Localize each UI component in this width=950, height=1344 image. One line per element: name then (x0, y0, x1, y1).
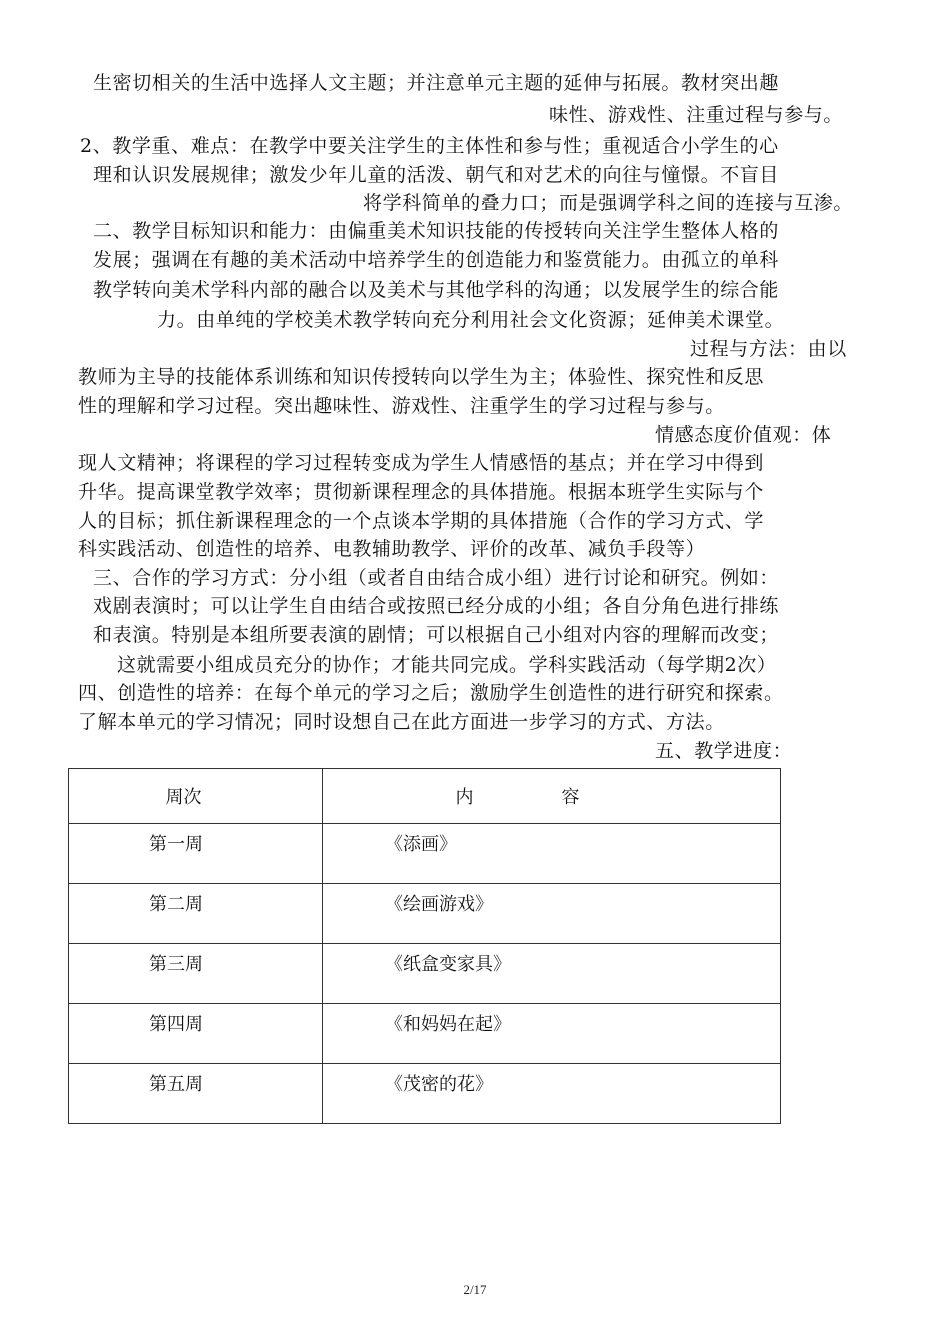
text-line: 味性、游戏性、注重过程与参与。 (549, 104, 844, 126)
week-cell: 第五周 (69, 1064, 323, 1124)
text-line: 性的理解和学习过程。突出趣味性、游戏性、注重学生的学习过程与参与。 (78, 395, 725, 417)
content-cell: 《添画》 (323, 824, 781, 884)
text-line: 生密切相关的生活中选择人文主题；并注意单元主题的延伸与拓展。教材突出趣 (93, 72, 780, 94)
text-line: 升华。提高课堂教学效率；贯彻新课程理念的具体措施。根据本班学生实际与个 (78, 481, 765, 503)
week-cell: 第一周 (69, 824, 323, 884)
content-cell: 《绘画游戏》 (323, 884, 781, 944)
week-cell: 第三周 (69, 944, 323, 1004)
text-line: 力。由单纯的学校美术教学转向充分利用社会文化资源；延伸美术课堂。 (157, 309, 785, 331)
table-row (69, 824, 781, 884)
text-line: 教师为主导的技能体系训练和知识传授转向以学生为主；体验性、探究性和反思 (78, 366, 765, 388)
text-line: 过程与方法：由以 (690, 338, 847, 360)
header-week: 周次 (69, 769, 323, 824)
table-row (69, 1004, 781, 1064)
text-line: 2、教学重、难点：在教学中要关注学生的主体性和参与性；重视适合小学生的心 (80, 135, 779, 157)
text-line: 三、合作的学习方式：分小组（或者自由结合成小组）进行讨论和研究。例如： (93, 567, 780, 589)
page-number: 2/17 (463, 1282, 487, 1297)
text-line: 情感态度价值观：体 (655, 424, 832, 446)
text-line: 了解本单元的学习情况；同时设想自己在此方面进一步学习的方式、方法。 (78, 711, 725, 733)
text-line: 教学转向美术学科内部的融合以及美术与其他学科的沟通；以发展学生的综合能 (93, 279, 780, 301)
table-row (69, 884, 781, 944)
header-content: 内容 (323, 769, 781, 824)
text-line: 和表演。特别是本组所要表演的剧情；可以根据自己小组对内容的理解而改变； (93, 624, 780, 646)
text-line: 二、教学目标知识和能力：由偏重美术知识技能的传授转向关注学生整体人格的 (93, 220, 780, 242)
text-line: 这就需要小组成员充分的协作；才能共同完成。学科实践活动（每学期2次） (117, 654, 777, 676)
text-line: 人的目标；抓住新课程理念的一个点谈本学期的具体措施（合作的学习方式、学 (78, 510, 765, 532)
week-cell: 第二周 (69, 884, 323, 944)
text-line: 戏剧表演时；可以让学生自由结合或按照已经分成的小组；各自分角色进行排练 (93, 595, 780, 617)
content-cell: 《和妈妈在起》 (323, 1004, 781, 1064)
schedule-table (68, 768, 781, 1124)
table-row (69, 1064, 781, 1124)
content-cell: 《纸盒变家具》 (323, 944, 781, 1004)
text-line: 四、创造性的培养：在每个单元的学习之后；激励学生创造性的进行研究和探索。 (78, 682, 784, 704)
content-cell: 《茂密的花》 (323, 1064, 781, 1124)
text-line: 发展；强调在有趣的美术活动中培养学生的创造能力和鉴赏能力。由孤立的单科 (93, 249, 780, 271)
week-cell: 第四周 (69, 1004, 323, 1064)
table-header-row (69, 769, 781, 824)
text-line: 将学科简单的叠力口；而是强调学科之间的连接与互渗。 (363, 192, 854, 214)
section-heading: 五、教学进度： (655, 740, 793, 762)
table-row (69, 944, 781, 1004)
text-line: 科实践活动、创造性的培养、电教辅助教学、评价的改革、减负手段等） (78, 538, 706, 560)
text-line: 理和认识发展规律；激发少年儿童的活泼、朝气和对艺术的向往与憧憬。不盲目 (93, 164, 780, 186)
text-line: 现人文精神；将课程的学习过程转变成为学生人情感悟的基点；并在学习中得到 (78, 452, 765, 474)
